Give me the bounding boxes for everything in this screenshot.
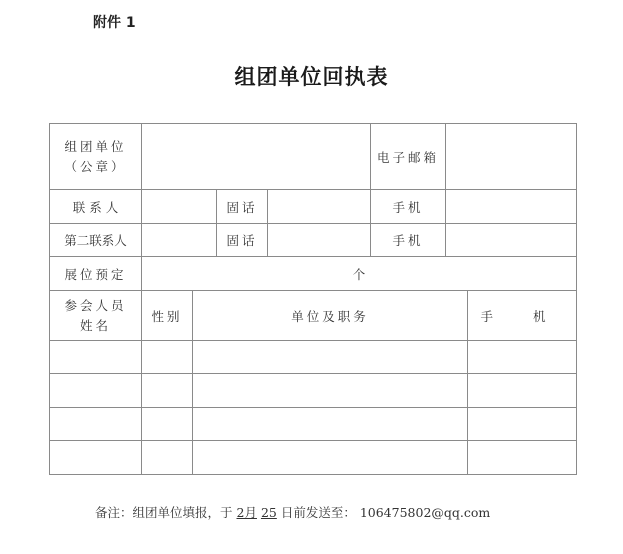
table-row: [50, 441, 577, 475]
participant-name-input[interactable]: [50, 341, 142, 374]
note-month: 2月: [236, 505, 257, 520]
mobile-label-2: 手机: [371, 224, 446, 257]
booth-unit: 个: [352, 266, 366, 282]
second-contact-row: [50, 224, 577, 257]
landline-label: 固话: [217, 190, 268, 224]
contact-row: [50, 190, 577, 224]
participant-phone-input[interactable]: [468, 441, 577, 475]
org-seal-note: （公章）: [64, 158, 127, 174]
page-title: 组团单位回执表: [234, 65, 389, 89]
attachment-label: 附件 1: [93, 15, 136, 31]
table-row: [50, 374, 577, 408]
contact-label: 联 系 人: [50, 190, 142, 224]
booth-row: [50, 257, 577, 291]
org-name-input[interactable]: [142, 124, 371, 190]
name-header-cell: [50, 291, 142, 341]
org-label: 组团单位: [64, 138, 127, 154]
participant-name-input[interactable]: [50, 408, 142, 441]
mobile-label: 手机: [371, 190, 446, 224]
table-row: [50, 408, 577, 441]
second-contact-label: 第二联系人: [50, 224, 142, 257]
gender-header: 性别: [142, 291, 193, 341]
booth-label: 展位预定: [50, 257, 142, 291]
mobile-input[interactable]: [446, 190, 577, 224]
participant-gender-input[interactable]: [142, 408, 193, 441]
participant-position-input[interactable]: [193, 408, 468, 441]
org-label-cell: [50, 124, 142, 190]
org-info-table: [49, 123, 577, 291]
landline-label-2: 固话: [217, 224, 268, 257]
participant-gender-input[interactable]: [142, 374, 193, 408]
participants-table: [49, 290, 577, 475]
participant-position-input[interactable]: [193, 341, 468, 374]
second-contact-name-input[interactable]: [142, 224, 217, 257]
contact-name-input[interactable]: [142, 190, 217, 224]
phone-header: 手 机: [468, 291, 577, 341]
participant-position-input[interactable]: [193, 374, 468, 408]
participant-name-input[interactable]: [50, 374, 142, 408]
participant-phone-input[interactable]: [468, 341, 577, 374]
participants-header-row: [50, 291, 577, 341]
note-email: 106475802@qq.com: [359, 505, 491, 520]
landline-input[interactable]: [268, 190, 371, 224]
participant-position-input[interactable]: [193, 441, 468, 475]
note-day: 25: [260, 505, 277, 520]
mobile-input-2[interactable]: [446, 224, 577, 257]
booth-count-input[interactable]: [142, 257, 577, 291]
note-suffix: 日前发送至：: [280, 505, 356, 520]
name-header-line1: 参会人员: [64, 297, 127, 313]
position-header: 单位及职务: [193, 291, 468, 341]
name-header-line2: 姓名: [79, 317, 111, 333]
participant-phone-input[interactable]: [468, 374, 577, 408]
table-row: [50, 341, 577, 374]
participant-phone-input[interactable]: [468, 408, 577, 441]
participant-gender-input[interactable]: [142, 341, 193, 374]
participant-name-input[interactable]: [50, 441, 142, 475]
note-prefix: 备注：组团单位填报，于: [95, 505, 233, 520]
landline-input-2[interactable]: [268, 224, 371, 257]
email-label: 电子邮箱: [371, 124, 446, 190]
email-input[interactable]: [446, 124, 577, 190]
footer-note: [95, 503, 490, 521]
participant-gender-input[interactable]: [142, 441, 193, 475]
org-row: [50, 124, 577, 190]
